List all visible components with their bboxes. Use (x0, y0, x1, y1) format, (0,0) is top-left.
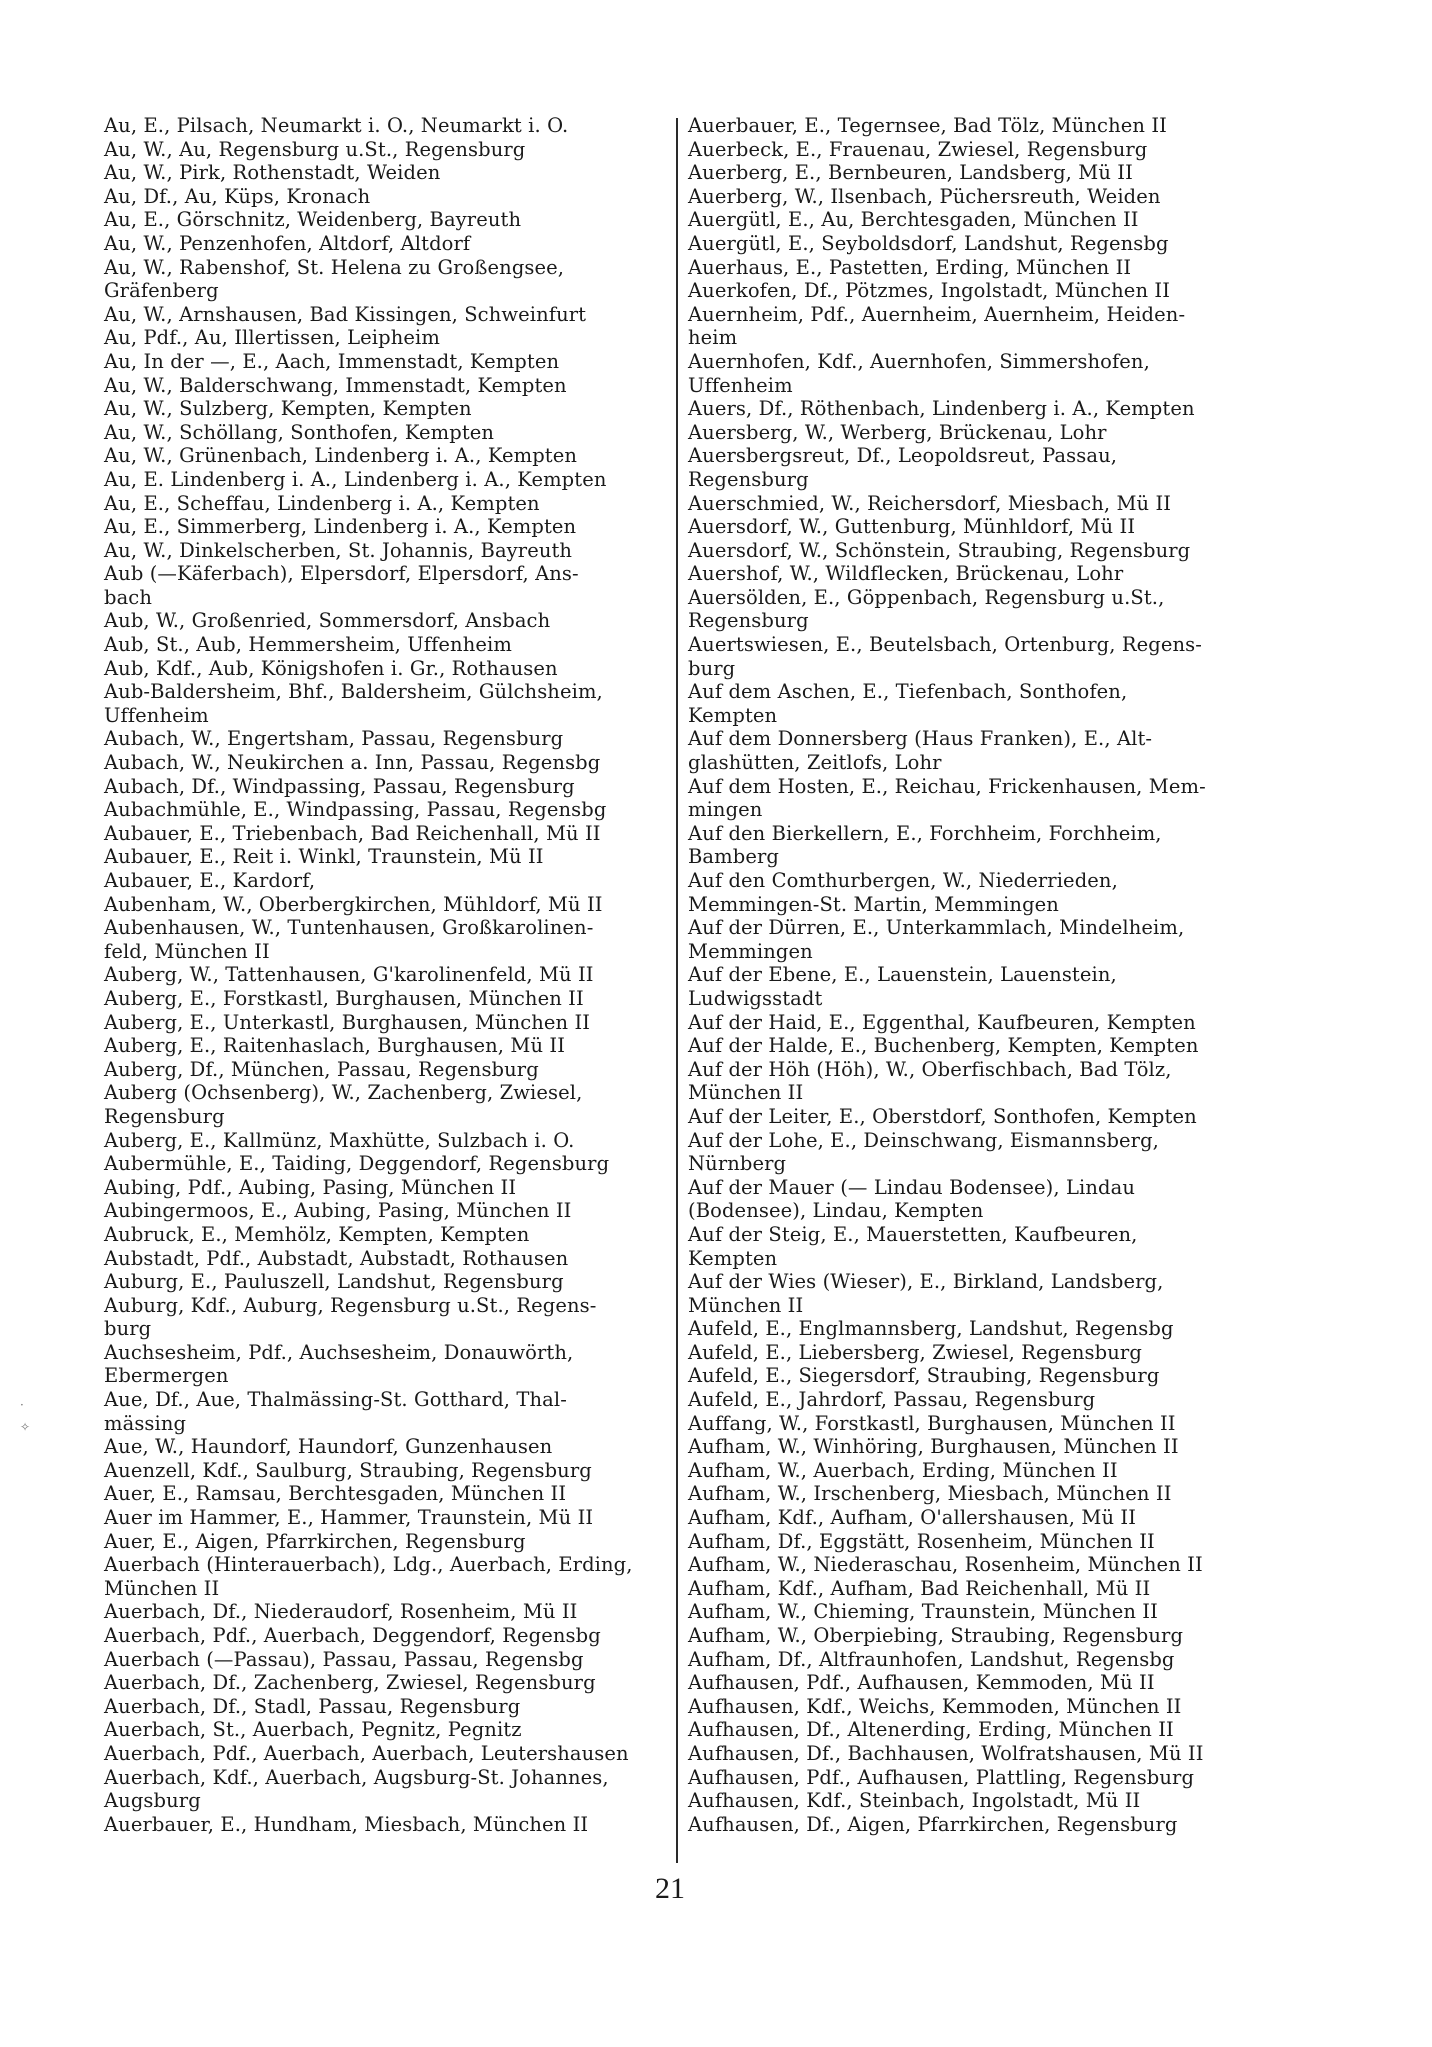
entry-continuation: Augsburg (104, 1789, 201, 1813)
gazetteer-entry (104, 633, 672, 657)
entry-line: Au, In der —, E., Aach, Immenstadt, Kempten (104, 349, 560, 373)
entry-line: Aufham, W., Oberpiebing, Straubing, Regensburg (688, 1624, 1184, 1647)
entry-continuation: heim (688, 326, 738, 350)
gazetteer-entry (688, 1034, 1258, 1058)
entry-continuation: burg (688, 656, 736, 680)
gazetteer-entry (104, 539, 672, 563)
gazetteer-entry (688, 633, 1258, 680)
entry-line: Au, W., Rabenshof, St. Helena zu Großengsee, (104, 255, 565, 279)
gazetteer-entry (104, 421, 672, 445)
entry-line: Au, Pdf., Au, Illertissen, Leipheim (104, 326, 440, 350)
entry-line: Auchsesheim, Pdf., Auchsesheim, Donauwörth, (104, 1340, 574, 1364)
entry-line: Auf dem Donnersberg (Haus Franken), E., Alt- (688, 727, 1153, 751)
gazetteer-entry (688, 1766, 1258, 1790)
entry-line: Auf der Ebene, E., Lauenstein, Lauenstein, (688, 963, 1117, 987)
entry-line: Aufhausen, Kdf., Steinbach, Ingolstadt, Mü II (688, 1789, 1141, 1813)
gazetteer-entry (688, 1600, 1258, 1624)
gazetteer-entry (688, 1412, 1258, 1436)
gazetteer-entry (688, 1129, 1258, 1176)
entry-line: Auenzell, Kdf., Saulburg, Straubing, Regensburg (104, 1458, 592, 1482)
entry-line: Auersölden, E., Göppenbach, Regensburg u.St., (688, 585, 1165, 609)
gazetteer-entry (104, 1813, 672, 1837)
gazetteer-entry (688, 1105, 1258, 1129)
entry-continuation: Memmingen-St. Martin, Memmingen (688, 892, 1059, 916)
entry-continuation: Regensburg (688, 609, 809, 633)
entry-line: Auf der Halde, E., Buchenberg, Kempten, Kempten (688, 1034, 1199, 1058)
gazetteer-entry (688, 586, 1258, 633)
entry-line: Auerhaus, E., Pastetten, Erding, München II (688, 255, 1132, 279)
entry-line: Auffang, W., Forstkastl, Burghausen, München II (688, 1411, 1176, 1435)
gazetteer-entry (104, 1648, 672, 1672)
entry-line: Auerbach, Pdf., Auerbach, Deggendorf, Regensbg (104, 1624, 601, 1647)
gazetteer-entry (688, 256, 1258, 280)
entry-line: Au, E., Simmerberg, Lindenberg i. A., Kempten (104, 515, 577, 539)
entry-line: Auf der Höh (Höh), W., Oberfischbach, Bad Tölz, (688, 1057, 1172, 1081)
gazetteer-entry (688, 1482, 1258, 1506)
entry-continuation: Kempten (688, 703, 778, 727)
margin-mark-icon: · (20, 1398, 24, 1412)
gazetteer-entry (688, 114, 1258, 138)
entry-line: Aubauer, E., Kardorf, (104, 869, 316, 892)
gazetteer-entry (104, 1129, 672, 1153)
entry-continuation: feld, München II (104, 939, 270, 963)
gazetteer-entry (104, 1482, 672, 1506)
gazetteer-entry (104, 208, 672, 232)
gazetteer-entry (688, 963, 1258, 1010)
entry-line: Aufhausen, Pdf., Aufhausen, Plattling, Regensburg (688, 1765, 1195, 1789)
entry-line: Auf der Lohe, E., Deinschwang, Eismannsberg, (688, 1128, 1159, 1152)
entry-line: Au, E. Lindenberg i. A., Lindenberg i. A., Kempten (104, 467, 607, 491)
gazetteer-entry (104, 1058, 672, 1082)
gazetteer-entry (688, 303, 1258, 350)
entry-line: Aufham, Df., Altfraunhofen, Landshut, Regensbg (688, 1647, 1175, 1671)
gazetteer-entry (104, 680, 672, 727)
entry-line: Aufeld, E., Englmannsberg, Landshut, Regensbg (688, 1317, 1174, 1341)
entry-line: Auerbach, Kdf., Auerbach, Augsburg-St. Johannes, (104, 1765, 609, 1789)
gazetteer-entry (688, 279, 1258, 303)
gazetteer-entry (104, 1695, 672, 1719)
entry-continuation: glashütten, Zeitlofs, Lohr (688, 751, 942, 775)
entry-line: Au, W., Grünenbach, Lindenberg i. A., Kempten (104, 444, 578, 468)
gazetteer-entry (104, 1671, 672, 1695)
gazetteer-entry (104, 1294, 672, 1341)
gazetteer-entry (104, 916, 672, 963)
entry-line: Au, W., Pirk, Rothenstadt, Weiden (104, 161, 441, 185)
entry-line: Auerkofen, Df., Pötzmes, Ingolstadt, München II (688, 279, 1171, 303)
entry-line: Aufham, W., Irschenberg, Miesbach, München II (688, 1482, 1172, 1506)
gazetteer-entry (104, 256, 672, 303)
gazetteer-entry (688, 916, 1258, 963)
entry-line: Auersdorf, W., Schönstein, Straubing, Regensburg (688, 538, 1191, 562)
gazetteer-entry (688, 727, 1258, 774)
margin-mark-icon: ✧ (20, 1420, 31, 1434)
gazetteer-entry (688, 1813, 1258, 1837)
entry-line: Auerbach (—Passau), Passau, Passau, Regensbg (104, 1647, 584, 1671)
entry-line: Auersbergsreut, Df., Leopoldsreut, Passau, (688, 444, 1118, 468)
entry-line: Aufhausen, Df., Aigen, Pfarrkirchen, Regensburg (688, 1812, 1178, 1836)
gazetteer-entry (688, 232, 1258, 256)
gazetteer-entry (104, 963, 672, 987)
gazetteer-entry (104, 492, 672, 516)
entry-line: Auberg, E., Forstkastl, Burghausen, München II (104, 986, 584, 1010)
entry-line: Aufhausen, Pdf., Aufhausen, Kemmoden, Mü II (688, 1671, 1155, 1695)
gazetteer-entry (104, 1718, 672, 1742)
gazetteer-entry (104, 350, 672, 374)
gazetteer-entry (104, 751, 672, 775)
entry-line: Auerbach, Df., Stadl, Passau, Regensburg (104, 1694, 521, 1718)
entry-continuation: burg (104, 1317, 152, 1341)
entry-line: Auf dem Hosten, E., Reichau, Frickenhausen, Mem- (688, 774, 1206, 798)
gazetteer-entry (104, 374, 672, 398)
entry-continuation: Uffenheim (104, 703, 209, 727)
entry-line: Aub, Kdf., Aub, Königshofen i. Gr., Rothausen (104, 656, 558, 680)
gazetteer-entry (104, 397, 672, 421)
gazetteer-entry (104, 1600, 672, 1624)
entry-line: Aufham, W., Winhöring, Burghausen, München II (688, 1435, 1179, 1459)
gazetteer-entry (104, 869, 672, 893)
entry-line: Auerberg, E., Bernbeuren, Landsberg, Mü II (688, 161, 1133, 185)
gazetteer-entry (688, 1695, 1258, 1719)
gazetteer-entry (688, 1388, 1258, 1412)
entry-line: Auberg, W., Tattenhausen, G'karolinenfeld, Mü II (104, 963, 594, 987)
entry-line: Aubing, Pdf., Aubing, Pasing, München II (104, 1175, 517, 1199)
gazetteer-entry (688, 350, 1258, 397)
entry-line: Au, E., Pilsach, Neumarkt i. O., Neumarkt i. O. (104, 114, 569, 137)
gazetteer-entry (688, 1317, 1258, 1341)
gazetteer-entry (104, 444, 672, 468)
entry-line: Auerbach, Pdf., Auerbach, Auerbach, Leutershausen (104, 1741, 629, 1765)
entry-continuation: Regensburg (104, 1104, 225, 1128)
entry-continuation: München II (104, 1576, 220, 1600)
entry-continuation: Ebermergen (104, 1364, 229, 1388)
entry-continuation: Kempten (688, 1246, 778, 1270)
entry-line: Aubachmühle, E., Windpassing, Passau, Regensbg (104, 798, 607, 822)
gazetteer-entry (688, 1459, 1258, 1483)
gazetteer-entry (104, 1176, 672, 1200)
entry-line: Aubach, W., Neukirchen a. Inn, Passau, Regensbg (104, 751, 601, 775)
entry-line: Au, W., Arnshausen, Bad Kissingen, Schweinfurt (104, 302, 587, 326)
gazetteer-entry (104, 185, 672, 209)
entry-continuation: Gräfenberg (104, 279, 219, 303)
gazetteer-entry (688, 397, 1258, 421)
entry-line: Aufham, W., Chieming, Traunstein, München II (688, 1600, 1158, 1624)
gazetteer-entry (104, 987, 672, 1011)
entry-continuation: Regensburg (688, 467, 809, 491)
gazetteer-entry (688, 1506, 1258, 1530)
gazetteer-entry (104, 468, 672, 492)
entry-line: Auershof, W., Wildflecken, Brückenau, Lohr (688, 562, 1124, 586)
entry-line: Auberg, E., Kallmünz, Maxhütte, Sulzbach i. O. (104, 1128, 575, 1152)
gazetteer-entry (104, 161, 672, 185)
gazetteer-entry (688, 1742, 1258, 1766)
gazetteer-entry (688, 208, 1258, 232)
entry-line: Au, W., Dinkelscherben, St. Johannis, Bayreuth (104, 538, 573, 562)
gazetteer-entry (688, 1435, 1258, 1459)
right-column (688, 114, 1258, 1836)
entry-line: Au, W., Schöllang, Sonthofen, Kempten (104, 420, 495, 444)
entry-line: Auerbauer, E., Hundham, Miesbach, München II (104, 1812, 589, 1836)
entry-line: Aufeld, E., Jahrdorf, Passau, Regensburg (688, 1388, 1096, 1412)
gazetteer-entry (688, 1648, 1258, 1672)
entry-continuation: München II (688, 1293, 804, 1317)
gazetteer-entry (688, 1671, 1258, 1695)
gazetteer-entry (688, 444, 1258, 491)
gazetteer-entry (104, 232, 672, 256)
entry-line: Au, W., Penzenhofen, Altdorf, Altdorf (104, 231, 471, 255)
gazetteer-entry (688, 138, 1258, 162)
entry-line: Aub (—Käferbach), Elpersdorf, Elpersdorf, Ans- (104, 562, 579, 586)
entry-line: Auer, E., Aigen, Pfarrkirchen, Regensburg (104, 1529, 526, 1553)
entry-line: Auerberg, W., Ilsenbach, Püchersreuth, Weiden (688, 184, 1161, 208)
gazetteer-entry (688, 1058, 1258, 1105)
gazetteer-entry (688, 1553, 1258, 1577)
entry-line: Aue, W., Haundorf, Haundorf, Gunzenhausen (104, 1435, 553, 1459)
entry-line: Aufham, Kdf., Aufham, O'allershausen, Mü II (688, 1506, 1137, 1530)
entry-line: Auf dem Aschen, E., Tiefenbach, Sonthofen, (688, 680, 1128, 704)
entry-line: Aufhausen, Df., Bachhausen, Wolfratshausen, Mü II (688, 1741, 1204, 1765)
gazetteer-entry (104, 1742, 672, 1766)
entry-line: Aufeld, E., Liebersberg, Zwiesel, Regensburg (688, 1340, 1142, 1364)
entry-continuation: mässing (104, 1411, 187, 1435)
entry-line: Auburg, E., Pauluszell, Landshut, Regensburg (104, 1270, 564, 1294)
column-divider (676, 118, 678, 1863)
entry-line: Aubauer, E., Triebenbach, Bad Reichenhall, Mü II (104, 821, 601, 845)
entry-line: Auberg, E., Unterkastl, Burghausen, München II (104, 1010, 591, 1034)
entry-line: Auf der Mauer (— Lindau Bodensee), Lindau (688, 1175, 1135, 1199)
gazetteer-entry (104, 609, 672, 633)
entry-line: Auer im Hammer, E., Hammer, Traunstein, Mü II (104, 1506, 594, 1530)
entry-line: Auf den Comthurbergen, W., Niederrieden, (688, 869, 1118, 892)
entry-line: Aue, Df., Aue, Thalmässing-St. Gotthard, Thal- (104, 1388, 567, 1412)
gazetteer-entry (104, 326, 672, 350)
entry-line: Aufhausen, Df., Altenerding, Erding, München II (688, 1718, 1174, 1742)
entry-line: Aubstadt, Pdf., Aubstadt, Aubstadt, Rothausen (104, 1246, 569, 1270)
gazetteer-entry (104, 1152, 672, 1176)
entry-line: Auersdorf, W., Guttenburg, Münhldorf, Mü II (688, 515, 1136, 539)
gazetteer-entry (688, 1577, 1258, 1601)
entry-line: Aufham, Df., Eggstätt, Rosenheim, München II (688, 1529, 1155, 1553)
gazetteer-entry (104, 138, 672, 162)
gazetteer-entry (688, 775, 1258, 822)
entry-line: Aub-Baldersheim, Bhf., Baldersheim, Gülchsheim, (104, 680, 603, 704)
entry-line: Auf der Steig, E., Mauerstetten, Kaufbeuren, (688, 1222, 1138, 1246)
gazetteer-entry (688, 1176, 1258, 1223)
entry-line: Aubenham, W., Oberbergkirchen, Mühldorf, Mü II (104, 892, 603, 916)
gazetteer-entry (688, 539, 1258, 563)
gazetteer-entry (688, 1364, 1258, 1388)
gazetteer-entry (688, 1270, 1258, 1317)
gazetteer-entry (688, 1530, 1258, 1554)
gazetteer-entry (104, 1459, 672, 1483)
left-column (104, 114, 672, 1836)
gazetteer-entry (104, 775, 672, 799)
gazetteer-entry (104, 1270, 672, 1294)
gazetteer-entry (104, 1223, 672, 1247)
page-number: 21 (655, 1872, 685, 1905)
entry-continuation: Ludwigsstadt (688, 986, 823, 1010)
gazetteer-entry (104, 1199, 672, 1223)
gazetteer-entry (104, 1766, 672, 1813)
entry-line: Aufham, W., Niederaschau, Rosenheim, München II (688, 1553, 1203, 1577)
gazetteer-entry (104, 727, 672, 751)
gazetteer-entry (688, 822, 1258, 869)
gazetteer-entry (104, 798, 672, 822)
gazetteer-entry (688, 161, 1258, 185)
gazetteer-entry (104, 1011, 672, 1035)
gazetteer-entry (688, 492, 1258, 516)
entry-continuation: Memmingen (688, 939, 813, 963)
gazetteer-entry (104, 303, 672, 327)
entry-line: Auerbauer, E., Tegernsee, Bad Tölz, München II (688, 114, 1167, 137)
entry-line: Auers, Df., Röthenbach, Lindenberg i. A., Kempten (688, 397, 1195, 421)
entry-line: Auer, E., Ramsau, Berchtesgaden, München II (104, 1482, 567, 1506)
entry-line: Auberg (Ochsenberg), W., Zachenberg, Zwiesel, (104, 1081, 583, 1105)
entry-line: Aubermühle, E., Taiding, Deggendorf, Regensburg (104, 1152, 610, 1176)
gazetteer-entry (688, 1789, 1258, 1813)
entry-line: Aufham, Kdf., Aufham, Bad Reichenhall, Mü II (688, 1576, 1151, 1600)
entry-line: Auerbach (Hinterauerbach), Ldg., Auerbach, Erding, (104, 1553, 633, 1577)
gazetteer-entry (688, 1341, 1258, 1365)
entry-line: Auburg, Kdf., Auburg, Regensburg u.St., Regens- (104, 1293, 597, 1317)
gazetteer-entry (104, 845, 672, 869)
entry-line: Auerbach, Df., Zachenberg, Zwiesel, Regensburg (104, 1671, 596, 1695)
entry-line: Aub, W., Großenried, Sommersdorf, Ansbach (104, 609, 551, 633)
gazetteer-entry (104, 1247, 672, 1271)
entry-line: Auf der Haid, E., Eggenthal, Kaufbeuren, Kempten (688, 1010, 1196, 1034)
gazetteer-entry (104, 1341, 672, 1388)
gazetteer-entry (688, 185, 1258, 209)
entry-line: Auberg, Df., München, Passau, Regensburg (104, 1057, 539, 1081)
entry-line: Auberg, E., Raitenhaslach, Burghausen, Mü II (104, 1034, 566, 1058)
gazetteer-entry (104, 1034, 672, 1058)
gazetteer-entry (688, 680, 1258, 727)
entry-continuation: mingen (688, 798, 763, 822)
entry-line: Aubach, W., Engertsham, Passau, Regensburg (104, 727, 564, 751)
entry-line: Aubenhausen, W., Tuntenhausen, Großkarolinen- (104, 916, 594, 940)
gazetteer-entry (688, 1223, 1258, 1270)
entry-line: Au, E., Scheffau, Lindenberg i. A., Kempten (104, 491, 540, 515)
gazetteer-entry (104, 1081, 672, 1128)
entry-line: Auf der Wies (Wieser), E., Birkland, Landsberg, (688, 1270, 1164, 1294)
entry-line: Aufhausen, Kdf., Weichs, Kemmoden, München II (688, 1694, 1182, 1718)
gazetteer-entry (688, 1011, 1258, 1035)
entry-line: Au, W., Sulzberg, Kempten, Kempten (104, 397, 472, 421)
gazetteer-entry (688, 421, 1258, 445)
entry-line: Aubach, Df., Windpassing, Passau, Regensburg (104, 774, 575, 798)
gazetteer-entry (104, 657, 672, 681)
entry-line: Auerbeck, E., Frauenau, Zwiesel, Regensburg (688, 137, 1148, 161)
gazetteer-entry (688, 1624, 1258, 1648)
gazetteer-entry (688, 562, 1258, 586)
gazetteer-entry (688, 1718, 1258, 1742)
entry-line: Au, W., Au, Regensburg u.St., Regensburg (104, 137, 526, 161)
entry-line: Auf der Dürren, E., Unterkammlach, Mindelheim, (688, 916, 1185, 940)
entry-line: Aubruck, E., Memhölz, Kempten, Kempten (104, 1222, 530, 1246)
gazetteer-entry (104, 114, 672, 138)
gazetteer-entry (104, 1530, 672, 1554)
entry-continuation: Nürnberg (688, 1152, 787, 1176)
entry-line: Auernhofen, Kdf., Auernhofen, Simmershofen, (688, 349, 1150, 373)
entry-continuation: Uffenheim (688, 373, 793, 397)
entry-line: Auertswiesen, E., Beutelsbach, Ortenburg, Regens- (688, 633, 1202, 657)
entry-line: Auerbach, St., Auerbach, Pegnitz, Pegnitz (104, 1718, 522, 1742)
entry-line: Auergütl, E., Au, Berchtesgaden, München II (688, 208, 1139, 232)
entry-line: Aubauer, E., Reit i. Winkl, Traunstein, Mü II (104, 845, 544, 869)
entry-line: Aubingermoos, E., Aubing, Pasing, München II (104, 1199, 572, 1223)
gazetteer-entry (104, 562, 672, 609)
entry-continuation: München II (688, 1081, 804, 1105)
entry-line: Au, W., Balderschwang, Immenstadt, Kempten (104, 373, 567, 397)
entry-continuation: Bamberg (688, 845, 779, 869)
gazetteer-entry (104, 822, 672, 846)
entry-line: Auf den Bierkellern, E., Forchheim, Forchheim, (688, 821, 1162, 845)
entry-line: Au, E., Görschnitz, Weidenberg, Bayreuth (104, 208, 522, 232)
gazetteer-entry (104, 1506, 672, 1530)
gazetteer-entry (104, 1624, 672, 1648)
gazetteer-entry (688, 515, 1258, 539)
entry-line: Au, Df., Au, Küps, Kronach (104, 184, 371, 208)
gazetteer-entry (104, 1435, 672, 1459)
entry-line: Aub, St., Aub, Hemmersheim, Uffenheim (104, 633, 512, 657)
entry-continuation: bach (104, 585, 152, 609)
gazetteer-entry (104, 1553, 672, 1600)
gazetteer-entry (104, 1388, 672, 1435)
gazetteer-entry (688, 869, 1258, 916)
entry-continuation: (Bodensee), Lindau, Kempten (688, 1199, 984, 1223)
gazetteer-entry (104, 893, 672, 917)
entry-line: Aufeld, E., Siegersdorf, Straubing, Regensburg (688, 1364, 1160, 1388)
entry-line: Auerbach, Df., Niederaudorf, Rosenheim, Mü II (104, 1600, 578, 1624)
entry-line: Auernheim, Pdf., Auernheim, Auernheim, Heiden- (688, 302, 1186, 326)
gazetteer-entry (104, 515, 672, 539)
entry-line: Aufham, W., Auerbach, Erding, München II (688, 1458, 1118, 1482)
entry-line: Auerschmied, W., Reichersdorf, Miesbach, Mü II (688, 491, 1172, 515)
entry-line: Auf der Leiter, E., Oberstdorf, Sonthofen, Kempten (688, 1104, 1197, 1128)
entry-line: Auersberg, W., Werberg, Brückenau, Lohr (688, 420, 1107, 444)
entry-line: Auergütl, E., Seyboldsdorf, Landshut, Regensbg (688, 231, 1169, 255)
